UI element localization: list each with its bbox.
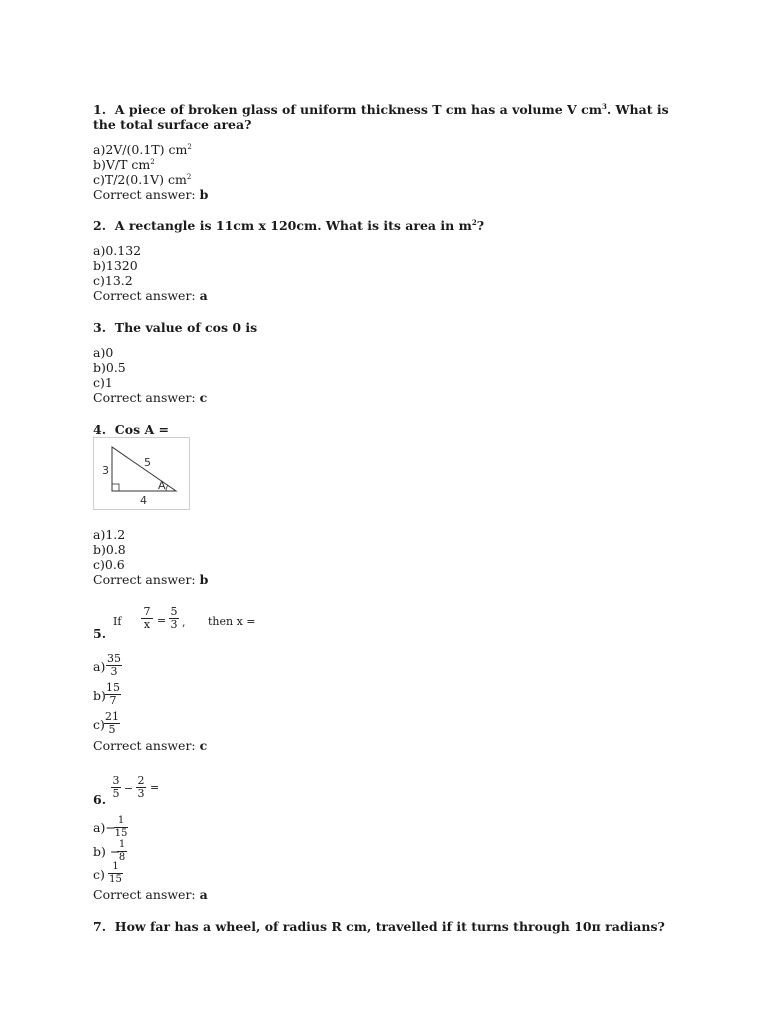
question-number: 4. [93,422,107,437]
question-3 [93,320,673,335]
option-c: c)T/2(0.1V) $cm^2$ [93,172,192,187]
angle-label: A [158,479,166,492]
question-2: 2. A rectangle is 11cm x 120cm. What is its area in $m^2$? [93,217,485,233]
correct-answer: Correct answer: b [93,187,209,202]
question-number: 2. [93,218,107,233]
minus-sign: − [124,782,134,795]
question-text: The value of cos 0 is [114,320,258,335]
superscript: 3 [601,101,607,111]
option-c: c)0.6 [93,557,125,572]
option-b-label: b) [93,688,106,703]
comma: , [182,616,186,629]
option-c-fraction: $\frac{1}{15}$ [109,861,122,885]
stem-if: If [113,615,122,628]
side-label-base: 4 [140,494,147,507]
correct-answer: Correct answer: a [93,887,208,902]
question-7 [93,919,673,934]
angle-arc [166,485,168,491]
right-triangle-diagram [94,438,189,509]
stem-then: then x = [208,615,256,628]
option-a: a)2V/(0.1T) $cm^2$ [93,142,192,157]
option-a: a)0.132 [93,243,142,258]
option-c-label: c) [93,717,105,732]
fraction-5-over-3: $\frac{5}{3}$ [170,605,178,631]
question-text-end: . What is the total surface area? [93,102,669,132]
option-c-fraction: $\frac{21}{5}$ [105,710,119,736]
correct-answer: Correct answer: c [93,738,208,753]
correct-answer: Correct answer: b [93,572,209,587]
question-number: 3. [93,320,107,335]
question-text: How far has a wheel, of radius R cm, travelled if it turns through 10π radians? [114,919,665,934]
option-a-label: a)− [93,820,116,835]
correct-answer: Correct answer: c [93,390,208,405]
option-c: c)13.2 [93,273,133,288]
question-number: 1. [93,102,107,117]
fraction-2-over-3: $\frac{2}{3}$ [137,774,145,800]
side-label-vertical: 3 [102,464,109,477]
question-number-6: 6. [93,792,107,807]
correct-answer: Correct answer: a [93,288,208,303]
option-a-fraction: $\frac{35}{3}$ [107,652,121,678]
option-b-fraction: $\frac{1}{8}$ [118,839,126,863]
option-b: b)V/T $cm^2$ [93,157,155,172]
question-number-5: 5. [93,626,107,641]
option-c: c)1 [93,375,113,390]
triangle-shape [112,447,176,491]
question-text: A piece of broken glass of uniform thickness T cm has a volume V cm [114,102,602,117]
option-c-label: c) [93,867,105,882]
right-angle-marker [112,484,119,491]
equals-sign: = [157,614,167,627]
equals-sign: = [150,781,160,794]
triangle-figure [93,437,190,510]
question-4 [93,422,673,437]
option-b: b)0.5 [93,360,126,375]
option-b-fraction: $\frac{15}{7}$ [106,681,120,707]
question-text: A rectangle is 11cm x 120cm. What is its area in m [114,218,472,233]
question-1 [93,102,673,132]
option-a-label: a) [93,659,106,674]
option-a-fraction: $\frac{1}{15}$ [114,815,128,839]
option-b-label: b) − [93,844,121,859]
option-a: a)1.2 [93,527,126,542]
question-number: 7. [93,919,107,934]
option-b: b)0.8 [93,542,126,557]
side-label-hypotenuse: 5 [144,456,151,469]
fraction-3-over-5: $\frac{3}{5}$ [112,774,120,800]
option-a: a)0 [93,345,114,360]
question-text: Cos A = [114,422,169,437]
option-b: b)1320 [93,258,138,273]
fraction-7-over-x: $\frac{7}{x}$ [141,606,153,631]
